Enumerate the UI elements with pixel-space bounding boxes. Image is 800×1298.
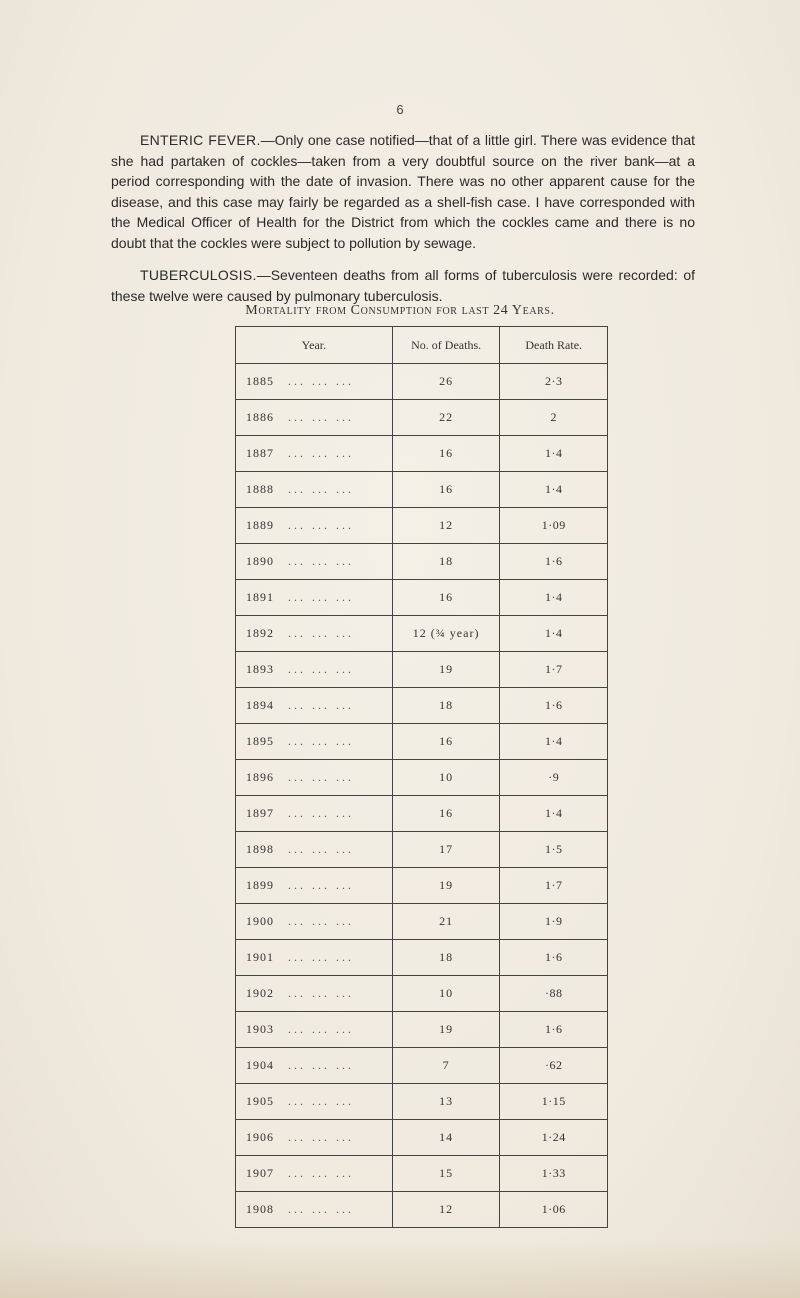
mortality-table (235, 326, 608, 1228)
year-value: 1893 (246, 662, 274, 676)
deaths-cell: 19 (392, 1012, 500, 1048)
year-cell (236, 580, 393, 616)
year-value: 1889 (246, 518, 274, 532)
leader-dots: ... ... ... (288, 806, 354, 820)
death-rate-cell: 2·3 (500, 364, 608, 400)
table-row (236, 400, 608, 436)
table-row (236, 868, 608, 904)
leader-dots: ... ... ... (288, 770, 354, 784)
enteric-fever-paragraph (111, 130, 695, 253)
table-row (236, 652, 608, 688)
leader-dots: ... ... ... (288, 914, 354, 928)
leader-dots: ... ... ... (288, 518, 354, 532)
death-rate-cell: 1·5 (500, 832, 608, 868)
year-cell (236, 1084, 393, 1120)
year-cell (236, 1192, 393, 1228)
death-rate-cell: 2 (500, 400, 608, 436)
deaths-cell: 12 (392, 1192, 500, 1228)
leader-dots: ... ... ... (288, 878, 354, 892)
year-value: 1887 (246, 446, 274, 460)
year-value: 1896 (246, 770, 274, 784)
deaths-cell: 17 (392, 832, 500, 868)
header-death-rate: Death Rate. (500, 327, 608, 364)
year-cell (236, 1156, 393, 1192)
table-row (236, 904, 608, 940)
table-row (236, 508, 608, 544)
death-rate-cell: 1·9 (500, 904, 608, 940)
deaths-cell: 13 (392, 1084, 500, 1120)
table-row (236, 832, 608, 868)
table-row (236, 688, 608, 724)
table-row (236, 1120, 608, 1156)
table-row (236, 364, 608, 400)
deaths-cell: 12 (¾ year) (392, 616, 500, 652)
year-value: 1902 (246, 986, 274, 1000)
leader-dots: ... ... ... (288, 1202, 354, 1216)
table-row (236, 1048, 608, 1084)
header-year: Year. (236, 327, 393, 364)
deaths-cell: 16 (392, 724, 500, 760)
year-value: 1898 (246, 842, 274, 856)
leader-dots: ... ... ... (288, 410, 354, 424)
year-value: 1891 (246, 590, 274, 604)
table-title: Mortality from Consumption for last 24 Years. (245, 303, 555, 318)
year-value: 1897 (246, 806, 274, 820)
tuberculosis-text: —Seventeen deaths from all forms of tuberculosis were recorded: of these twelve were caused by pulmonary tuberculosis. (111, 267, 695, 304)
paper-edge-stain (0, 1238, 800, 1298)
table-row (236, 1192, 608, 1228)
leader-dots: ... ... ... (288, 1166, 354, 1180)
year-cell (236, 904, 393, 940)
leader-dots: ... ... ... (288, 374, 354, 388)
leader-dots: ... ... ... (288, 662, 354, 676)
leader-dots: ... ... ... (288, 1130, 354, 1144)
year-cell (236, 796, 393, 832)
deaths-cell: 16 (392, 580, 500, 616)
tuberculosis-paragraph (111, 265, 695, 306)
year-cell (236, 652, 393, 688)
year-value: 1905 (246, 1094, 274, 1108)
deaths-cell: 10 (392, 760, 500, 796)
deaths-cell: 14 (392, 1120, 500, 1156)
deaths-cell: 16 (392, 436, 500, 472)
year-value: 1890 (246, 554, 274, 568)
table-row (236, 760, 608, 796)
year-value: 1894 (246, 698, 274, 712)
leader-dots: ... ... ... (288, 698, 354, 712)
death-rate-cell: ·88 (500, 976, 608, 1012)
year-cell (236, 832, 393, 868)
table-row (236, 472, 608, 508)
year-value: 1895 (246, 734, 274, 748)
table-row (236, 616, 608, 652)
death-rate-cell: 1·6 (500, 1012, 608, 1048)
year-cell (236, 976, 393, 1012)
year-value: 1906 (246, 1130, 274, 1144)
death-rate-cell: ·9 (500, 760, 608, 796)
year-cell (236, 544, 393, 580)
leader-dots: ... ... ... (288, 626, 354, 640)
leader-dots: ... ... ... (288, 554, 354, 568)
year-cell (236, 940, 393, 976)
table-row (236, 940, 608, 976)
deaths-cell: 15 (392, 1156, 500, 1192)
tuberculosis-heading: TUBERCULOSIS. (140, 267, 257, 283)
death-rate-cell: 1·06 (500, 1192, 608, 1228)
death-rate-cell: 1·6 (500, 688, 608, 724)
year-value: 1900 (246, 914, 274, 928)
death-rate-cell: 1·4 (500, 616, 608, 652)
table-row (236, 436, 608, 472)
year-cell (236, 472, 393, 508)
deaths-cell: 10 (392, 976, 500, 1012)
deaths-cell: 18 (392, 940, 500, 976)
page-number: 6 (396, 102, 404, 117)
death-rate-cell: 1·33 (500, 1156, 608, 1192)
enteric-fever-heading: ENTERIC FEVER. (140, 132, 261, 148)
death-rate-cell: 1·09 (500, 508, 608, 544)
deaths-cell: 18 (392, 688, 500, 724)
table-row (236, 796, 608, 832)
year-value: 1904 (246, 1058, 274, 1072)
table-body (236, 364, 608, 1228)
death-rate-cell: 1·4 (500, 796, 608, 832)
deaths-cell: 12 (392, 508, 500, 544)
year-cell (236, 364, 393, 400)
year-cell (236, 760, 393, 796)
year-cell (236, 1048, 393, 1084)
leader-dots: ... ... ... (288, 1094, 354, 1108)
year-value: 1907 (246, 1166, 274, 1180)
leader-dots: ... ... ... (288, 446, 354, 460)
table-row (236, 1084, 608, 1120)
year-cell (236, 868, 393, 904)
leader-dots: ... ... ... (288, 986, 354, 1000)
header-deaths: No. of Deaths. (392, 327, 500, 364)
year-value: 1888 (246, 482, 274, 496)
deaths-cell: 18 (392, 544, 500, 580)
death-rate-cell: 1·4 (500, 436, 608, 472)
year-cell (236, 724, 393, 760)
death-rate-cell: 1·7 (500, 868, 608, 904)
year-cell (236, 508, 393, 544)
table-row (236, 1156, 608, 1192)
leader-dots: ... ... ... (288, 734, 354, 748)
death-rate-cell: 1·4 (500, 580, 608, 616)
deaths-cell: 19 (392, 868, 500, 904)
leader-dots: ... ... ... (288, 590, 354, 604)
leader-dots: ... ... ... (288, 950, 354, 964)
death-rate-cell: 1·15 (500, 1084, 608, 1120)
year-cell (236, 1012, 393, 1048)
year-cell (236, 688, 393, 724)
deaths-cell: 26 (392, 364, 500, 400)
leader-dots: ... ... ... (288, 1058, 354, 1072)
year-value: 1886 (246, 410, 274, 424)
death-rate-cell: 1·6 (500, 544, 608, 580)
table-row (236, 580, 608, 616)
year-cell (236, 400, 393, 436)
death-rate-cell: ·62 (500, 1048, 608, 1084)
deaths-cell: 19 (392, 652, 500, 688)
deaths-cell: 22 (392, 400, 500, 436)
death-rate-cell: 1·7 (500, 652, 608, 688)
death-rate-cell: 1·4 (500, 472, 608, 508)
leader-dots: ... ... ... (288, 842, 354, 856)
deaths-cell: 7 (392, 1048, 500, 1084)
year-cell (236, 436, 393, 472)
deaths-cell: 16 (392, 796, 500, 832)
year-value: 1903 (246, 1022, 274, 1036)
year-value: 1899 (246, 878, 274, 892)
leader-dots: ... ... ... (288, 1022, 354, 1036)
death-rate-cell: 1·6 (500, 940, 608, 976)
deaths-cell: 21 (392, 904, 500, 940)
year-value: 1885 (246, 374, 274, 388)
death-rate-cell: 1·4 (500, 724, 608, 760)
deaths-cell: 16 (392, 472, 500, 508)
table-row (236, 1012, 608, 1048)
year-value: 1908 (246, 1202, 274, 1216)
year-cell (236, 616, 393, 652)
table-row (236, 544, 608, 580)
year-value: 1901 (246, 950, 274, 964)
year-cell (236, 1120, 393, 1156)
leader-dots: ... ... ... (288, 482, 354, 496)
year-value: 1892 (246, 626, 274, 640)
table-row (236, 976, 608, 1012)
table-row (236, 724, 608, 760)
death-rate-cell: 1·24 (500, 1120, 608, 1156)
enteric-fever-text: —Only one case notified—that of a little girl. There was evidence that she had partaken of cockles—taken from a very doubtful source on the river bank—at a period corresponding with the date of invasion. There was no other apparent cause for the disease, and this case may fairly be regarded as a shell-fish case. I have corresponded with the Medical Officer of Health for the District from which the cockles came and there is no doubt that the cockles were subject to pollution by sewage. (111, 132, 695, 251)
table-header-row (236, 327, 608, 364)
